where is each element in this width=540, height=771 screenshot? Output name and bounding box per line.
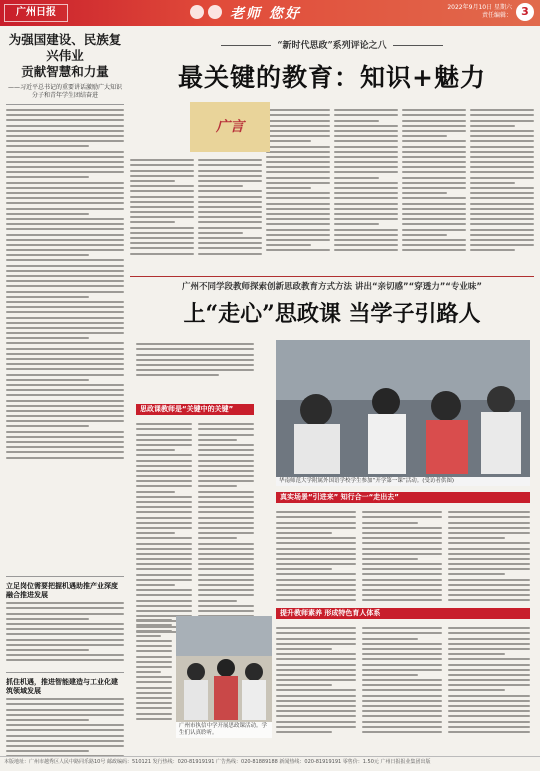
section-tag-left: 思政课教师是“关键中的关键” — [136, 404, 254, 415]
section-divider — [130, 276, 534, 277]
classroom-photo — [276, 340, 530, 486]
story2-intro — [136, 340, 254, 380]
story2-body-col9 — [448, 624, 530, 736]
photo-caption: 华南师范大学附属外国语学校学生参加“开学第一课”活动。(受访者供图) — [276, 477, 530, 486]
section-tag-bottom: 提升教师素养 形成特色育人体系 — [276, 608, 530, 619]
story2-body-col1 — [136, 420, 192, 636]
story2-body-col3 — [276, 508, 356, 605]
left-headline-line1: 为强国建设、民族复兴伟业 — [8, 32, 122, 63]
divider — [6, 104, 124, 105]
decor-icon — [190, 5, 204, 19]
issue-date: 2022年9月10日 星期六 责任编辑： — [447, 4, 512, 19]
left-box-2 — [6, 668, 124, 760]
photo-caption-2: 广州市执信中学开展思政课活动。学生们认真聆听。 — [176, 722, 272, 738]
story2-body-col8 — [362, 624, 442, 736]
story2-header — [130, 282, 534, 328]
story2-title: 上“走心”思政课 当学子引路人 — [183, 301, 481, 327]
comment-badge: 广言 — [190, 102, 270, 152]
lecture-photo — [176, 616, 272, 738]
story2-body-col2 — [198, 420, 254, 636]
story2-body-col4 — [362, 508, 442, 605]
section-title: 老师 您好 — [230, 6, 301, 22]
section-tag-right: 真实场景“引进来” 知行合一“走出去” — [276, 492, 530, 503]
left-subhead: ——习近平总书记的重要讲话激励广大知识分子和青年学生团结奋进 — [7, 84, 122, 99]
story2-body-col7 — [276, 624, 356, 736]
left-headline-line2: 贡献智慧和力量 — [21, 64, 109, 79]
photo-graphic — [276, 340, 530, 486]
decor-icon — [208, 5, 222, 19]
left-body-text — [6, 109, 124, 459]
story2-body-col5 — [448, 508, 530, 605]
feature-title: 最关键的教育：知识+魅力 — [178, 63, 486, 92]
story2-kicker: 广州不同学段教师探索创新思政教育方式方法 讲出“亲切感”“穿透力”“专业味” — [182, 282, 482, 292]
left-column — [6, 32, 124, 730]
masthead — [0, 0, 540, 26]
left-box-1 — [6, 572, 124, 664]
left-box-2-head: 抓住机遇，推进智能建造与工业化建筑领域发展 — [6, 677, 118, 695]
story2-body-col6 — [136, 616, 172, 723]
left-box-1-head: 立足岗位需要把握机遇助推产业深度融合推进发展 — [6, 581, 118, 599]
newspaper-logo: 广州日报 — [4, 4, 68, 22]
page-number: 3 — [516, 3, 534, 21]
page-footer: 本版地址：广州市越秀区人民中路同乐路10号 邮政编码：510121 发行热线：020-81919191 广告热线：020-81889188 新闻热线：020-81919191 零售价：1.50元 广州日报报业集团出版 — [0, 756, 540, 771]
feature-story — [130, 32, 534, 272]
series-kicker: “新时代思政”系列评论之八 — [130, 38, 534, 51]
photo-graphic-2 — [176, 616, 272, 738]
